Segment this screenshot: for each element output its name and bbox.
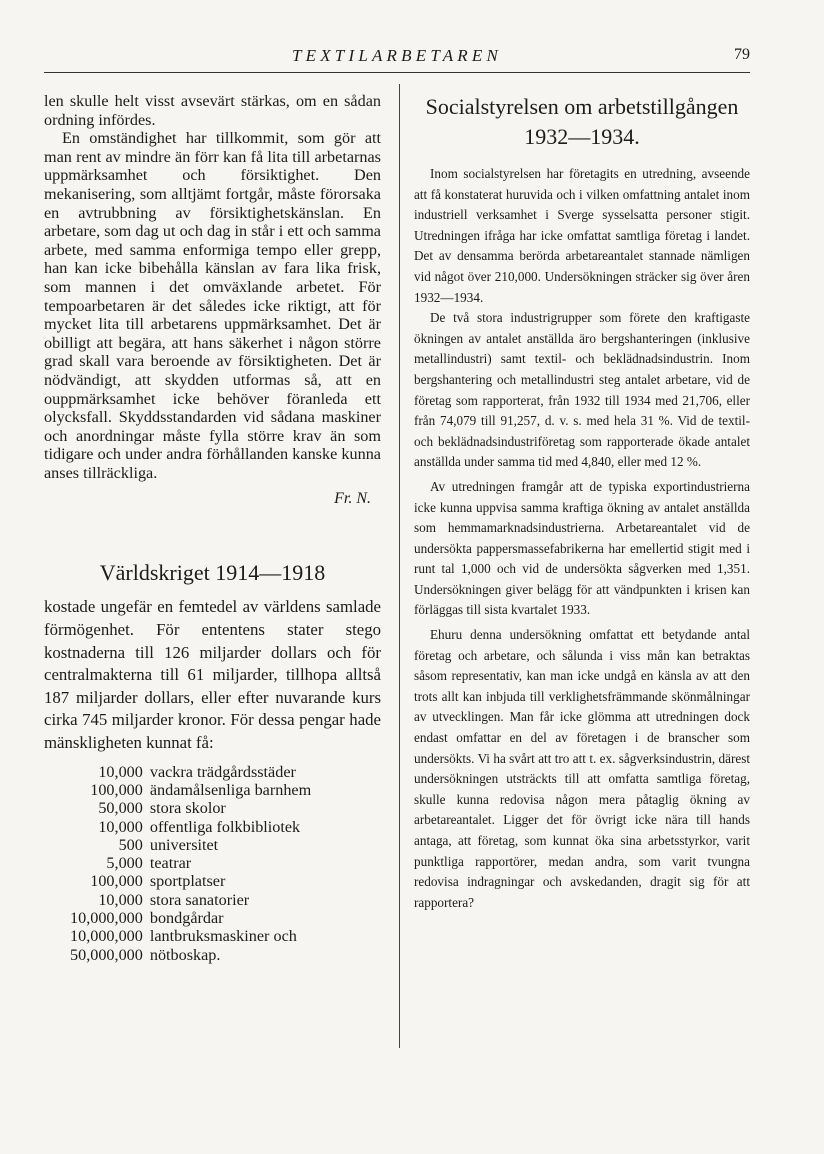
socialstyrelsen-heading <box>414 92 750 152</box>
spending-row <box>70 946 311 964</box>
spending-quantity: 5,000 <box>106 854 143 873</box>
spending-row <box>70 818 311 836</box>
spending-quantity: 10,000 <box>98 762 143 781</box>
war-article-heading: Världskriget 1914—1918 <box>99 560 326 586</box>
spending-row <box>70 799 311 817</box>
right-article-paragraph-3: Av utredningen framgår att de typiska exportindustrierna icke kunna uppvisa samma kraftiga ökning av antalet anställda som hemmamarknadsindustrierna. Arbetareantalet vid de undersökta pappersmassefabrikerna har emellertid stigit med i runt tal 1,000 och vid de undersökta sågverken med 1,351. Undersökningen giver belägg för att vändpunkten i krisen kan förläggas till sista kvartalet 1933. <box>414 478 750 618</box>
spending-label: offentliga folkbibliotek <box>149 817 301 836</box>
spending-label: bondgårdar <box>149 909 224 927</box>
spending-label: nötboskap. <box>149 945 221 964</box>
spending-label: sportplatser <box>149 872 226 891</box>
spending-label: teatrar <box>149 854 192 873</box>
spending-quantity: 100,000 <box>90 872 143 891</box>
spending-row <box>70 836 311 854</box>
spending-label: lantbruksmaskiner och <box>149 927 297 946</box>
column-divider <box>399 84 400 1048</box>
spending-label: stora sanatorier <box>149 890 250 909</box>
spending-row <box>70 891 311 909</box>
page-number: 79 <box>734 46 750 63</box>
spending-quantity: 50,000 <box>98 799 143 818</box>
spending-list <box>70 763 311 964</box>
spending-row <box>70 854 311 872</box>
war-article-body: kostade ungefär en femtedel av världens samlade förmögenhet. För ententens stater stego kostnaderna till 126 miljarder dollars och för centralmakterna till 61 miljarder, tillhopa alltså 187 miljarder dollars, eller efter nuvarande kurs cirka 745 miljarder kronor. För dessa pengar hade mänskligheten kunnat få: <box>44 597 381 753</box>
heading-line-1: Socialstyrelsen om arbetstillgången <box>425 94 739 119</box>
spending-row <box>70 763 311 781</box>
spending-label: universitet <box>149 835 219 854</box>
right-article-paragraph-4: Ehuru denna undersökning omfattat ett betydande antal företag och arbetare, och sålunda i viss mån kan betraktas såsom representativ, kan man icke undgå en känsla av att den trots allt kan inbjuda till verklighetsfrämmande skönmålningar av utvecklingen. Man får icke glömma att utredningen dock endast omfattar en del av företagen i de branscher som undersökts. Vi ha svårt att tro att t. ex. sågverksindustrin, därest undersökningen utsträckts till att omfatta samtliga företag, skulle kunna redovisa någon mera påtaglig ökning av arbetareantalet. Ligger det för övrigt icke nära till hands antaga, att företag, som kunnat öka sina arbetsstyrkor, varit punktliga rapportörer, medan andra, som varit tvungna redovisa indragningar och avskedanden, dragit sig för att rapportera? <box>414 627 750 910</box>
journal-title: TEXTILARBETAREN <box>291 46 502 65</box>
right-article-paragraph-1: Inom socialstyrelsen har företagits en utredning, avseende att få konstaterat huruvida och i vilken omfattning antalet inom industriell verksamhet i Sverge sysselsatta personer stigit. Utredningen ifråga har icke omfattat samtliga företag i landet. Det av densamma berörda arbetareantalet stannade nämligen vid något över 210,000. Undersökningen sträcker sig över åren 1932—1934. <box>414 166 750 305</box>
spending-row <box>70 781 311 799</box>
spending-quantity: 500 <box>118 835 143 854</box>
spending-quantity: 10,000 <box>98 890 143 909</box>
header-rule <box>44 72 750 73</box>
spending-quantity: 50,000,000 <box>70 945 143 964</box>
heading-line-2: 1932—1934. <box>524 124 640 149</box>
spending-quantity: 100,000 <box>90 780 143 799</box>
spending-row <box>70 909 311 927</box>
left-column <box>44 92 381 964</box>
spending-row <box>70 927 311 945</box>
spending-label: ändamålsenliga barnhem <box>149 780 312 799</box>
left-article-continuation: len skulle helt visst avsevärt stärkas, om en sådan ordning infördes. <box>44 92 381 129</box>
right-column <box>414 92 750 913</box>
spending-label: stora skolor <box>149 799 226 818</box>
article-signature: Fr. N. <box>334 490 371 508</box>
running-header <box>44 46 750 72</box>
spending-quantity: 10,000,000 <box>70 909 143 927</box>
spending-label: vackra trädgårdsstäder <box>149 762 296 781</box>
spending-quantity: 10,000,000 <box>70 927 143 946</box>
right-article-paragraph-2: De två stora industrigrupper som förete den kraftigaste ökningen av antalet anställda äro bergshanteringen (inklusive metallindustri) samt textil- och beklädnadsindustrin. Inom bergshantering och metallindustri steg antalet arbetare, vid de företag som rapporterat, från 1932 till 1934 med 21,706, eller från 74,079 till 91,257, d. v. s. med hela 31 %. Vid de textil- och beklädnadsindustriföretag som rapporterade ökade antalet anställda under samma tid med 4,840, eller med 12 %. <box>414 310 750 470</box>
spending-row <box>70 872 311 890</box>
spending-quantity: 10,000 <box>98 817 143 836</box>
left-article-paragraph: En omständighet har tillkommit, som gör att man rent av mindre än förr kan få lita till arbetarnas uppmärksamhet och försiktighet. Den mekanisering, som alltjämt fortgår, måste förorsaka en avtrubbning av försiktighetskänslan. En arbetare, som dag ut och dag in står i ett och samma arbete, med samma enformiga tempo eller grepp, han kan icke bibehålla känslan av fara lika frisk, som mannen i det omväxlande arbetet. För tempoarbetaren är det således icke riktigt, att för mycket lita till arbetarens uppmärksamhet. Det är obilligt att begära, att hans säkerhet i någon större grad skall vara beroende av försiktigheten. Det är nödvändigt, att skydden utformas så, att en ouppmärksamhet icke behöver föranleda ett olycksfall. Skyddsstandarden vid sådana maskiner och anordningar måste fylla större krav än som tidigare och under andra förhållanden kanske kunna anses tillräckliga. <box>44 129 381 482</box>
